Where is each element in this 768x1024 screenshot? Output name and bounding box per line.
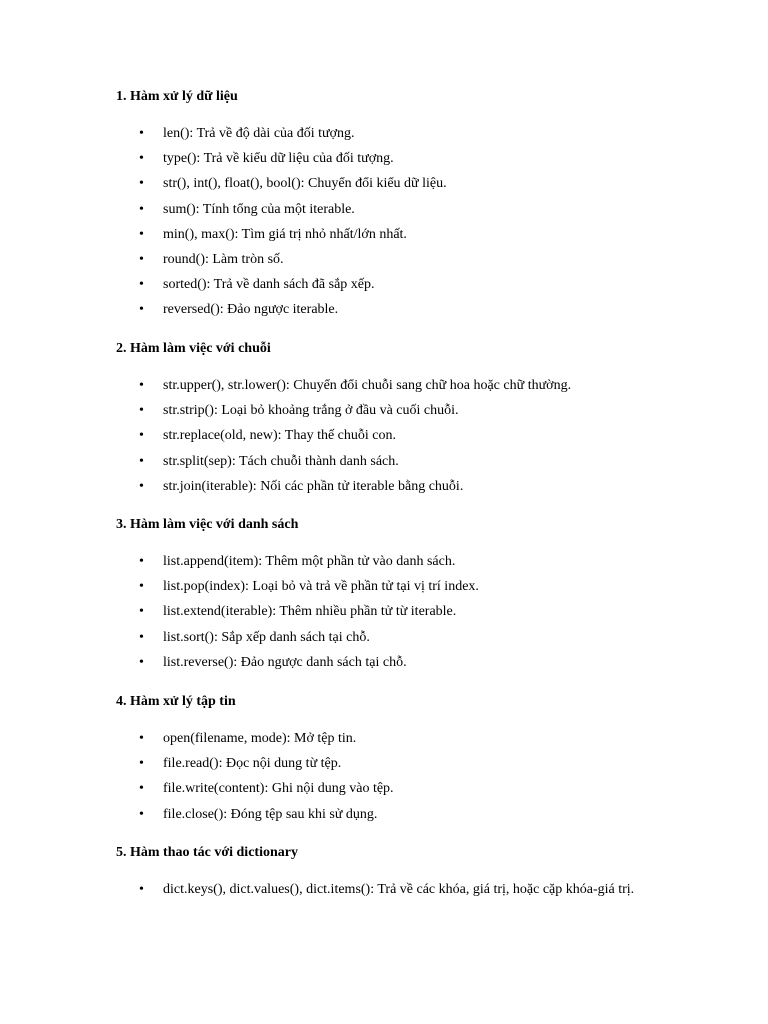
section-list-functions (116, 516, 656, 675)
bullet-icon: • (139, 806, 144, 822)
list-item: • sorted(): Trả về danh sách đã sắp xếp. (116, 272, 656, 297)
bullet-icon: • (139, 731, 144, 746)
bullet-icon: • (139, 453, 144, 469)
section-heading: 4. Hàm xử lý tập tin (116, 694, 236, 709)
list-item: • open(filename, mode): Mở tệp tin. (116, 726, 656, 751)
bullet-icon: • (139, 403, 144, 419)
section-heading: 3. Hàm làm việc với danh sách (116, 517, 299, 532)
bullet-icon: • (139, 302, 144, 318)
list-item: • list.sort(): Sắp xếp danh sách tại chỗ. (116, 625, 656, 650)
bullet-icon: • (139, 277, 144, 293)
bullet-icon: • (139, 176, 144, 192)
bullet-list (116, 877, 656, 902)
list-item: • sum(): Tính tổng của một iterable. (116, 197, 656, 222)
list-item: • file.read(): Đọc nội dung từ tệp. (116, 751, 656, 776)
section-file-functions (116, 693, 656, 827)
section-data-functions (116, 88, 656, 323)
section-heading: 5. Hàm thao tác với dictionary (116, 845, 298, 860)
list-item: • list.pop(index): Loại bỏ và trả về phần tử tại vị trí index. (116, 574, 656, 599)
list-item: • file.close(): Đóng tệp sau khi sử dụng. (116, 802, 656, 827)
section-dictionary-functions (116, 844, 656, 902)
bullet-icon: • (139, 781, 144, 797)
list-item: • len(): Trả về độ dài của đối tượng. (116, 121, 656, 146)
list-item: • str(), int(), float(), bool(): Chuyển đổi kiểu dữ liệu. (116, 171, 656, 196)
list-item: • str.split(sep): Tách chuỗi thành danh sách. (116, 449, 656, 474)
list-item: • reversed(): Đảo ngược iterable. (116, 297, 656, 322)
bullet-icon: • (139, 604, 144, 620)
bullet-list (116, 373, 656, 499)
bullet-list (116, 726, 656, 827)
list-item: • dict.keys(), dict.values(), dict.items(): Trả về các khóa, giá trị, hoặc cặp khóa-giá trị. (116, 877, 653, 902)
list-item: • list.extend(iterable): Thêm nhiều phần tử từ iterable. (116, 599, 656, 624)
bullet-icon: • (139, 378, 144, 393)
bullet-list (116, 549, 656, 675)
bullet-icon: • (139, 151, 144, 167)
list-item: • list.append(item): Thêm một phần tử vào danh sách. (116, 549, 656, 574)
bullet-icon: • (139, 882, 144, 897)
list-item: • str.join(iterable): Nối các phần tử iterable bằng chuỗi. (116, 474, 656, 499)
section-heading: 2. Hàm làm việc với chuỗi (116, 341, 271, 356)
bullet-icon: • (139, 478, 144, 494)
bullet-icon: • (139, 126, 144, 141)
bullet-icon: • (139, 579, 144, 595)
bullet-list (116, 121, 656, 323)
list-item: • file.write(content): Ghi nội dung vào tệp. (116, 776, 656, 801)
list-item: • str.upper(), str.lower(): Chuyển đổi chuỗi sang chữ hoa hoặc chữ thường. (116, 373, 656, 398)
list-item: • str.strip(): Loại bỏ khoảng trắng ở đầu và cuối chuỗi. (116, 398, 656, 423)
bullet-icon: • (139, 629, 144, 645)
bullet-icon: • (139, 554, 144, 569)
section-heading: 1. Hàm xử lý dữ liệu (116, 89, 238, 104)
bullet-icon: • (139, 201, 144, 217)
bullet-icon: • (139, 756, 144, 772)
list-item: • type(): Trả về kiểu dữ liệu của đối tượng. (116, 146, 656, 171)
list-item: • str.replace(old, new): Thay thế chuỗi con. (116, 423, 656, 448)
list-item: • round(): Làm tròn số. (116, 247, 656, 272)
section-string-functions (116, 340, 656, 499)
list-item: • list.reverse(): Đảo ngược danh sách tại chỗ. (116, 650, 656, 675)
bullet-icon: • (139, 252, 144, 268)
bullet-icon: • (139, 226, 144, 242)
bullet-icon: • (139, 654, 144, 670)
list-item: • min(), max(): Tìm giá trị nhỏ nhất/lớn nhất. (116, 222, 656, 247)
bullet-icon: • (139, 428, 144, 444)
